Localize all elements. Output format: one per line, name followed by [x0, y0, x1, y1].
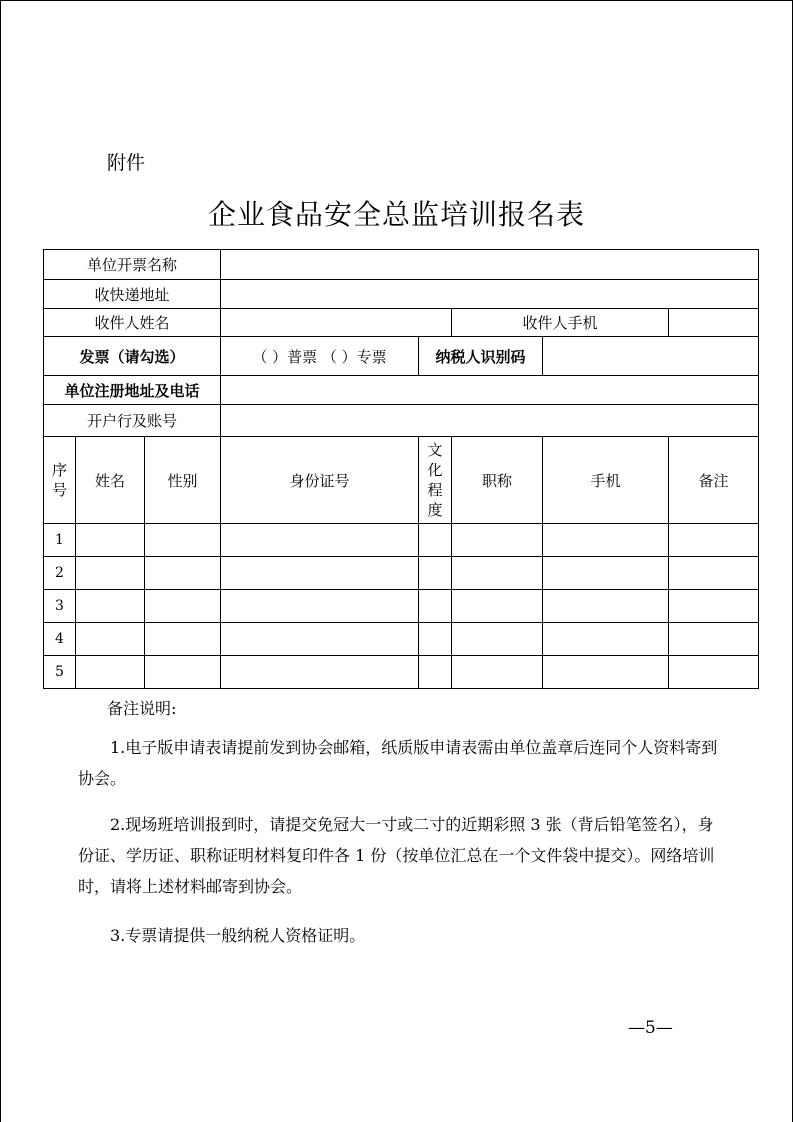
cell-phone[interactable] [543, 590, 669, 623]
reg-address-field[interactable] [221, 376, 759, 405]
row-number: 1 [44, 524, 76, 557]
bank-account-label: 开户行及账号 [44, 405, 221, 437]
header-phone: 手机 [543, 437, 669, 524]
cell-phone[interactable] [543, 557, 669, 590]
cell-title[interactable] [452, 623, 543, 656]
cell-education[interactable] [419, 557, 452, 590]
table-row [44, 557, 759, 590]
cell-phone[interactable] [543, 656, 669, 689]
registration-form-table [43, 249, 759, 689]
note-item-3: 3.专票请提供一般纳税人资格证明。 [110, 926, 366, 945]
cell-name[interactable] [76, 590, 145, 623]
cell-name[interactable] [76, 656, 145, 689]
cell-education[interactable] [419, 590, 452, 623]
page-border [0, 0, 1, 1122]
page-title: 企业食品安全总监培训报名表 [207, 198, 585, 231]
recipient-phone-label: 收件人手机 [452, 309, 669, 337]
cell-education[interactable] [419, 524, 452, 557]
table-row [44, 590, 759, 623]
recipient-name-field[interactable] [221, 309, 452, 337]
header-remark: 备注 [669, 437, 759, 524]
cell-name[interactable] [76, 623, 145, 656]
row-number: 5 [44, 656, 76, 689]
header-education-text: 文化程度 [427, 441, 443, 519]
invoice-type-label: 发票（请勾选） [44, 337, 221, 376]
invoice-type-options[interactable]: （ ）普票 （ ）专票 [221, 337, 419, 376]
cell-phone[interactable] [543, 524, 669, 557]
cell-gender[interactable] [145, 524, 221, 557]
attachment-label: 附件 [107, 152, 146, 174]
cell-title[interactable] [452, 557, 543, 590]
header-seq-text: 序号 [52, 461, 68, 499]
cell-title[interactable] [452, 524, 543, 557]
cell-name[interactable] [76, 557, 145, 590]
cell-id[interactable] [221, 623, 419, 656]
cell-gender[interactable] [145, 656, 221, 689]
express-address-field[interactable] [221, 280, 759, 309]
cell-remark[interactable] [669, 524, 759, 557]
cell-remark[interactable] [669, 656, 759, 689]
cell-education[interactable] [419, 623, 452, 656]
cell-gender[interactable] [145, 623, 221, 656]
header-gender: 性别 [145, 437, 221, 524]
header-education [419, 437, 452, 524]
bank-account-field[interactable] [221, 405, 759, 437]
cell-gender[interactable] [145, 590, 221, 623]
cell-id[interactable] [221, 524, 419, 557]
cell-title[interactable] [452, 656, 543, 689]
cell-id[interactable] [221, 557, 419, 590]
table-row [44, 623, 759, 656]
header-seq [44, 437, 76, 524]
row-number: 4 [44, 623, 76, 656]
table-row [44, 524, 759, 557]
row-number: 3 [44, 590, 76, 623]
header-title: 职称 [452, 437, 543, 524]
row-number: 2 [44, 557, 76, 590]
recipient-phone-field[interactable] [669, 309, 759, 337]
taxpayer-id-field[interactable] [543, 337, 759, 376]
taxpayer-id-label: 纳税人识别码 [419, 337, 543, 376]
cell-title[interactable] [452, 590, 543, 623]
cell-remark[interactable] [669, 623, 759, 656]
cell-id[interactable] [221, 590, 419, 623]
table-row [44, 656, 759, 689]
cell-gender[interactable] [145, 557, 221, 590]
cell-remark[interactable] [669, 590, 759, 623]
notes-heading: 备注说明: [107, 699, 177, 718]
header-id: 身份证号 [221, 437, 419, 524]
invoice-name-field[interactable] [221, 250, 759, 280]
cell-phone[interactable] [543, 623, 669, 656]
note-item-1: 1.电子版申请表请提前发到协会邮箱，纸质版申请表需由单位盖章后连同个人资料寄到协会。 [78, 738, 718, 788]
cell-id[interactable] [221, 656, 419, 689]
invoice-name-label: 单位开票名称 [44, 250, 221, 280]
cell-name[interactable] [76, 524, 145, 557]
reg-address-label: 单位注册地址及电话 [44, 376, 221, 405]
page-border [0, 0, 793, 1]
cell-education[interactable] [419, 656, 452, 689]
cell-remark[interactable] [669, 557, 759, 590]
recipient-name-label: 收件人姓名 [44, 309, 221, 337]
note-item-2: 2.现场班培训报到时，请提交免冠大一寸或二寸的近期彩照 3 张（背后铅笔签名），身份证、学历证、职称证明材料复印件各 1 份（按单位汇总在一个文件袋中提交）。网络培训时，请将上述材料邮寄到协会。 [78, 815, 715, 896]
express-address-label: 收快递地址 [44, 280, 221, 309]
page-number: —5— [628, 1018, 673, 1038]
header-name: 姓名 [76, 437, 145, 524]
